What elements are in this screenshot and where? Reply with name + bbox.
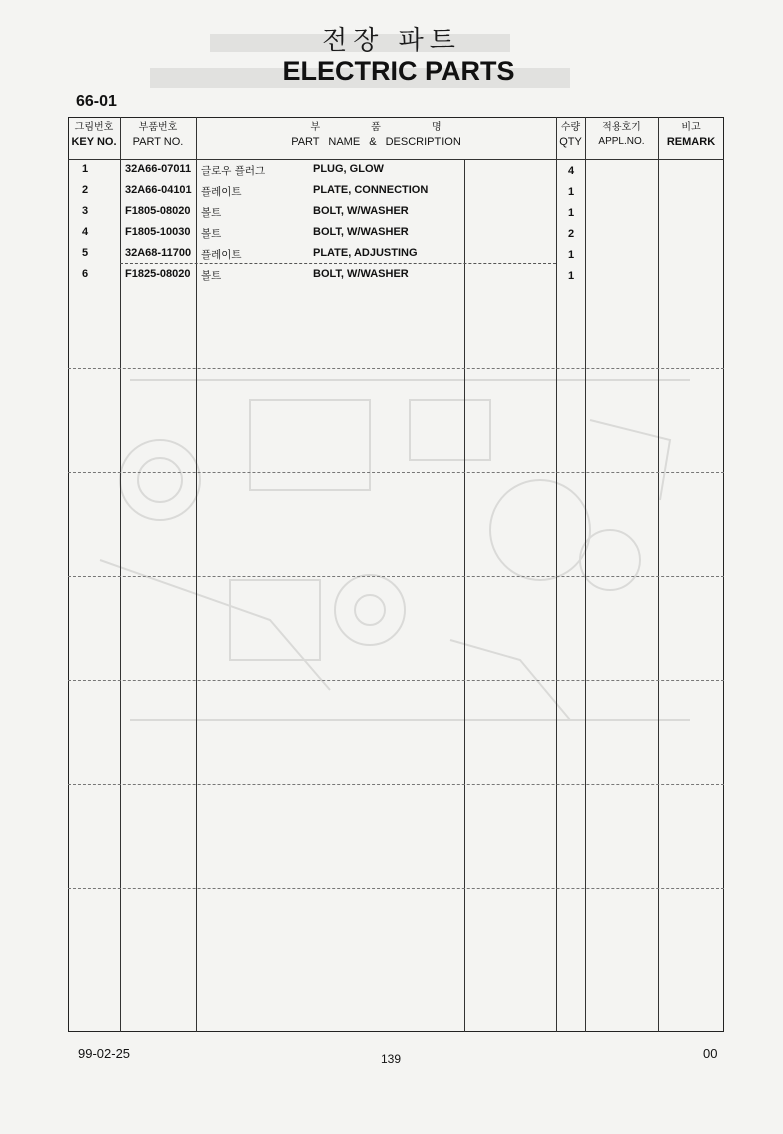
column-divider — [658, 117, 659, 1032]
header-key-no-kr: 그림번호 — [74, 122, 114, 133]
qty: 2 — [568, 228, 575, 240]
page-number: 139 — [381, 1052, 402, 1066]
section-code: 66-01 — [76, 93, 117, 110]
qty: 1 — [568, 270, 575, 282]
part-name: BOLT, W/WASHER — [313, 205, 409, 217]
page-title-korean: 전장 파트 — [322, 26, 461, 56]
part-no: 32A66-04101 — [125, 184, 192, 196]
column-divider — [556, 117, 557, 1032]
part-no: F1805-10030 — [125, 226, 191, 238]
part-no: 32A66-07011 — [125, 163, 192, 175]
revision-number: 00 — [703, 1046, 718, 1061]
key-no: 4 — [82, 226, 89, 238]
qty: 1 — [568, 249, 575, 261]
key-no: 1 — [82, 163, 89, 175]
part-name: BOLT, W/WASHER — [313, 268, 409, 280]
part-name-kr: 플레이트 — [201, 186, 242, 198]
header-key-no — [68, 121, 120, 149]
part-no: 32A68-11700 — [125, 247, 192, 259]
row-divider — [68, 472, 724, 473]
header-remark-en: REMARK — [666, 136, 716, 148]
part-name-kr: 볼트 — [201, 270, 222, 282]
header-qty — [556, 121, 585, 149]
header-qty-en: QTY — [559, 136, 582, 148]
column-divider — [464, 160, 465, 1032]
row-divider — [68, 680, 724, 681]
row-divider — [68, 368, 724, 369]
column-divider — [196, 117, 197, 1032]
key-no: 6 — [82, 268, 89, 280]
part-no: F1805-08020 — [125, 205, 191, 217]
header-description-en: PART NAME & DESCRIPTION — [291, 136, 461, 148]
qty: 1 — [568, 207, 575, 219]
header-part-no-en: PART NO. — [132, 136, 184, 148]
part-name: PLATE, CONNECTION — [313, 184, 429, 196]
header-remark — [658, 121, 724, 149]
column-divider — [120, 117, 121, 1032]
row-divider — [68, 888, 724, 889]
header-appl-no-kr: 적용호기 — [602, 122, 641, 133]
column-divider — [585, 117, 586, 1032]
part-name: PLUG, GLOW — [313, 163, 384, 175]
part-name: PLATE, ADJUSTING — [313, 247, 418, 259]
qty: 4 — [568, 165, 575, 177]
key-no: 5 — [82, 247, 89, 259]
footer-date: 99-02-25 — [78, 1046, 131, 1061]
header-appl-no-en: APPL.NO. — [598, 136, 645, 147]
part-name: BOLT, W/WASHER — [313, 226, 409, 238]
row-divider — [120, 263, 556, 264]
page-title: ELECTRIC PARTS — [282, 56, 515, 86]
header-divider — [68, 159, 724, 160]
qty: 1 — [568, 186, 575, 198]
header-description — [196, 121, 556, 149]
part-name-kr: 볼트 — [201, 207, 222, 219]
part-name-kr: 플레이트 — [201, 249, 242, 261]
header-remark-kr: 비고 — [681, 122, 701, 133]
header-key-no-en: KEY NO. — [71, 136, 117, 148]
part-name-kr: 볼트 — [201, 228, 222, 240]
header-part-no-kr: 부품번호 — [138, 122, 178, 133]
row-divider — [68, 576, 724, 577]
row-divider — [68, 784, 724, 785]
header-qty-kr: 수량 — [560, 122, 581, 133]
part-no: F1825-08020 — [125, 268, 191, 280]
header-description-kr: 부 품 명 — [310, 122, 442, 133]
key-no: 3 — [82, 205, 89, 217]
header-part-no — [120, 121, 196, 149]
key-no: 2 — [82, 184, 89, 196]
header-appl-no — [585, 121, 658, 149]
part-name-kr: 글로우 플러그 — [201, 165, 266, 177]
